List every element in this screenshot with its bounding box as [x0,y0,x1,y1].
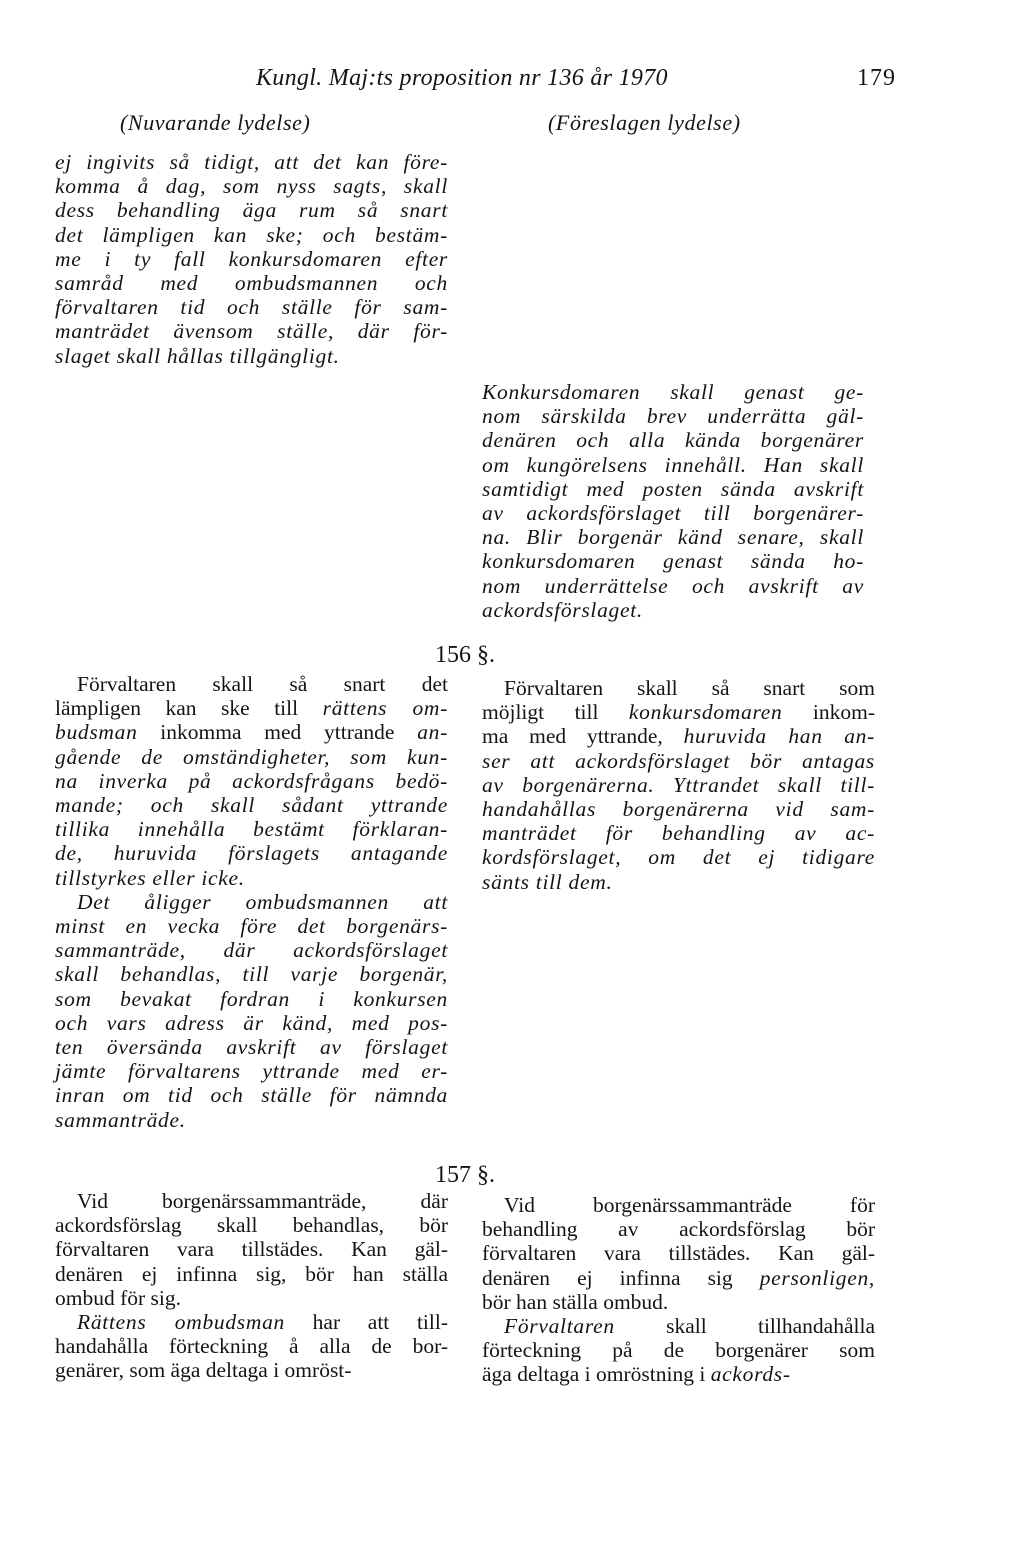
text-line [55,914,448,938]
text-line [482,404,864,428]
italic-text: na. Blir borgenär känd senare, skall [482,525,864,550]
roman-text: förvaltaren vara tillstädes. Kan gäl- [55,1237,448,1262]
text-line [482,676,875,700]
roman-text: Förvaltaren skall så snart som [504,676,875,700]
text-line [55,295,448,319]
text-line [55,1286,448,1310]
italic-text: ackords- [710,1362,791,1387]
text-line [55,1237,448,1261]
text-line [55,174,448,198]
italic-text: de, huruvida förslagets antagande [55,841,448,866]
italic-text: ser att ackordsförslaget bör antagas [482,748,875,773]
text-line [55,817,448,841]
italic-text: sammanträde. [55,1107,186,1132]
roman-text: lämpligen kan ske till [55,696,323,721]
italic-text: komma å dag, som nyss sagts, skall [55,174,448,199]
roman-text: äga deltaga i omröstning i [482,1362,711,1387]
italic-text: manträdet för behandling av ac- [482,821,875,846]
italic-text: konkursdomaren [628,700,783,725]
italic-text: inran om tid och ställe för nämnda [55,1083,448,1108]
roman-text: Förvaltaren skall så snart det [77,672,448,696]
italic-text: nom särskilda brev underrätta gäl- [482,404,864,429]
text-line [55,1334,448,1358]
roman-text: skall tillhandahålla [614,1314,875,1339]
text-line [55,1358,448,1382]
running-title: Kungl. Maj:ts proposition nr 136 år 1970 [256,65,668,91]
text-line [482,428,864,452]
running-header [256,62,896,94]
text-line [482,598,864,622]
text-line [55,890,448,914]
text-line [482,700,875,724]
italic-text: na inverka på ackordsfrågans bedö- [55,768,448,793]
right-paragraph-intro [482,380,864,622]
italic-text: manträdet ävensom ställe, där för- [55,319,448,344]
text-line [55,1310,448,1334]
italic-text: det lämpligen kan ske; och bestäm- [55,222,448,247]
text-line [55,319,448,343]
text-line [55,1011,448,1035]
italic-text: denären och alla kända borgenärer [482,428,864,453]
roman-text: har att till- [284,1310,448,1335]
text-line [482,749,875,773]
text-line [482,1314,875,1338]
roman-text: Vid borgenärssammanträde för [504,1193,875,1217]
text-line [55,962,448,986]
roman-text: handahålla förteckning å alla de bor- [55,1334,448,1359]
italic-text: personligen, [759,1265,875,1290]
roman-text: ma med yttrande, [482,724,684,749]
text-line [482,821,875,845]
italic-text: av borgenärerna. Yttrandet skall till- [482,772,875,797]
italic-text: ackordsförslaget. [482,597,643,622]
roman-text: bör han ställa ombud. [482,1289,669,1314]
text-line [55,1059,448,1083]
text-line [55,1189,448,1213]
italic-text: dess behandling äga rum så snart [55,198,448,223]
text-line [55,223,448,247]
text-line [482,845,875,869]
text-line [55,720,448,744]
roman-text: möjligt till [482,700,629,725]
text-line [55,1213,448,1237]
italic-text: och vars adress är känd, med pos- [55,1010,448,1035]
text-line [55,696,448,720]
text-line [55,938,448,962]
text-line [482,1362,875,1386]
text-line [482,574,864,598]
italic-text: tillika innehålla bestämt förklaran- [55,817,448,842]
text-line [55,1083,448,1107]
text-line [55,247,448,271]
text-line [482,453,864,477]
italic-text: ten översända avskrift av förslaget [55,1035,448,1060]
italic-text: handahållas borgenärerna vid sam- [482,797,875,822]
italic-text: slaget skall hållas tillgängligt. [55,343,340,368]
section-heading-156: 156 §. [435,642,495,668]
italic-text: sänts till dem. [482,869,613,894]
italic-text: gående de omständigheter, som kun- [55,744,448,769]
text-line [55,987,448,1011]
roman-text: denären ej infinna sig, bör han ställa [55,1261,448,1286]
italic-text: sammanträde, där ackordsförslaget [55,938,448,963]
left-column-heading: (Nuvarande lydelse) [120,110,311,135]
left-section-156-text [55,672,448,1132]
italic-text: Rättens ombudsman [77,1310,285,1335]
text-line [55,1035,448,1059]
italic-text: an- [417,720,448,745]
text-line [55,1262,448,1286]
right-section-156-text [482,676,875,894]
text-line [482,1217,875,1241]
text-line [482,549,864,573]
roman-text: behandling av ackordsförslag bör [482,1217,875,1242]
italic-text: samråd med ombudsmannen och [55,271,448,296]
text-line [482,797,875,821]
text-line [482,477,864,501]
italic-text: kordsförslaget, om det ej tidigare [482,845,875,870]
text-line [482,1193,875,1217]
italic-text: Förvaltaren [504,1314,615,1339]
italic-text: som bevakat fordran i konkursen [55,986,448,1011]
roman-text: inkomma med yttrande [137,720,418,745]
text-line [482,724,875,748]
italic-text: ej ingivits så tidigt, att det kan före- [55,150,448,174]
italic-text: rättens om- [322,696,448,721]
text-line [55,769,448,793]
italic-text: av ackordsförslaget till borgenärer- [482,501,864,526]
italic-text: konkursdomaren genast sända ho- [482,549,864,574]
roman-text: förteckning på de borgenärer som [482,1338,875,1363]
italic-text: me i ty fall konkursdomaren efter [55,246,448,271]
text-line [55,866,448,890]
italic-text: budsman [55,720,138,745]
text-line [482,870,875,894]
text-line [55,841,448,865]
italic-text: tillstyrkes eller icke. [55,865,245,890]
right-section-157-text [482,1193,875,1387]
roman-text: ombud för sig. [55,1285,182,1310]
italic-text: om kungörelsens innehåll. Han skall [482,452,864,477]
text-line [482,1266,875,1290]
italic-text: nom underrättelse och avskrift av [482,573,864,598]
text-line [482,501,864,525]
section-heading-157: 157 §. [435,1162,495,1188]
page-number: 179 [857,65,896,91]
italic-text: Konkursdomaren skall genast ge- [482,380,864,404]
text-line [482,1290,875,1314]
text-line [55,745,448,769]
italic-text: Det åligger ombudsmannen att [77,889,448,914]
italic-text: samtidigt med posten sända avskrift [482,476,864,501]
text-line [482,380,864,404]
right-column-heading: (Föreslagen lydelse) [548,110,741,135]
text-line [55,1108,448,1132]
italic-text: minst en vecka före det borgenärs- [55,914,448,939]
roman-text: inkom- [782,700,875,725]
italic-text: mande; och skall sådant yttrande [55,793,448,818]
text-line [482,1338,875,1362]
roman-text: förvaltaren vara tillstädes. Kan gäl- [482,1241,875,1266]
text-line [55,672,448,696]
text-line [55,198,448,222]
text-line [55,344,448,368]
text-line [55,271,448,295]
text-line [482,525,864,549]
left-paragraph-intro [55,150,448,368]
text-line [55,793,448,817]
italic-text: jämte förvaltarens yttrande med er- [55,1059,448,1084]
roman-text: genärer, som äga deltaga i omröst- [55,1358,352,1383]
roman-text: Vid borgenärssammanträde, där [77,1189,448,1213]
roman-text: denären ej infinna sig [482,1265,760,1290]
italic-text: förvaltaren tid och ställe för sam- [55,295,448,320]
text-line [482,1241,875,1265]
italic-text: huruvida han an- [683,724,875,749]
roman-text: ackordsförslag skall behandlas, bör [55,1213,448,1238]
text-line [482,773,875,797]
left-section-157-text [55,1189,448,1383]
text-line [55,150,448,174]
italic-text: skall behandlas, till varje borgenär, [55,962,448,987]
